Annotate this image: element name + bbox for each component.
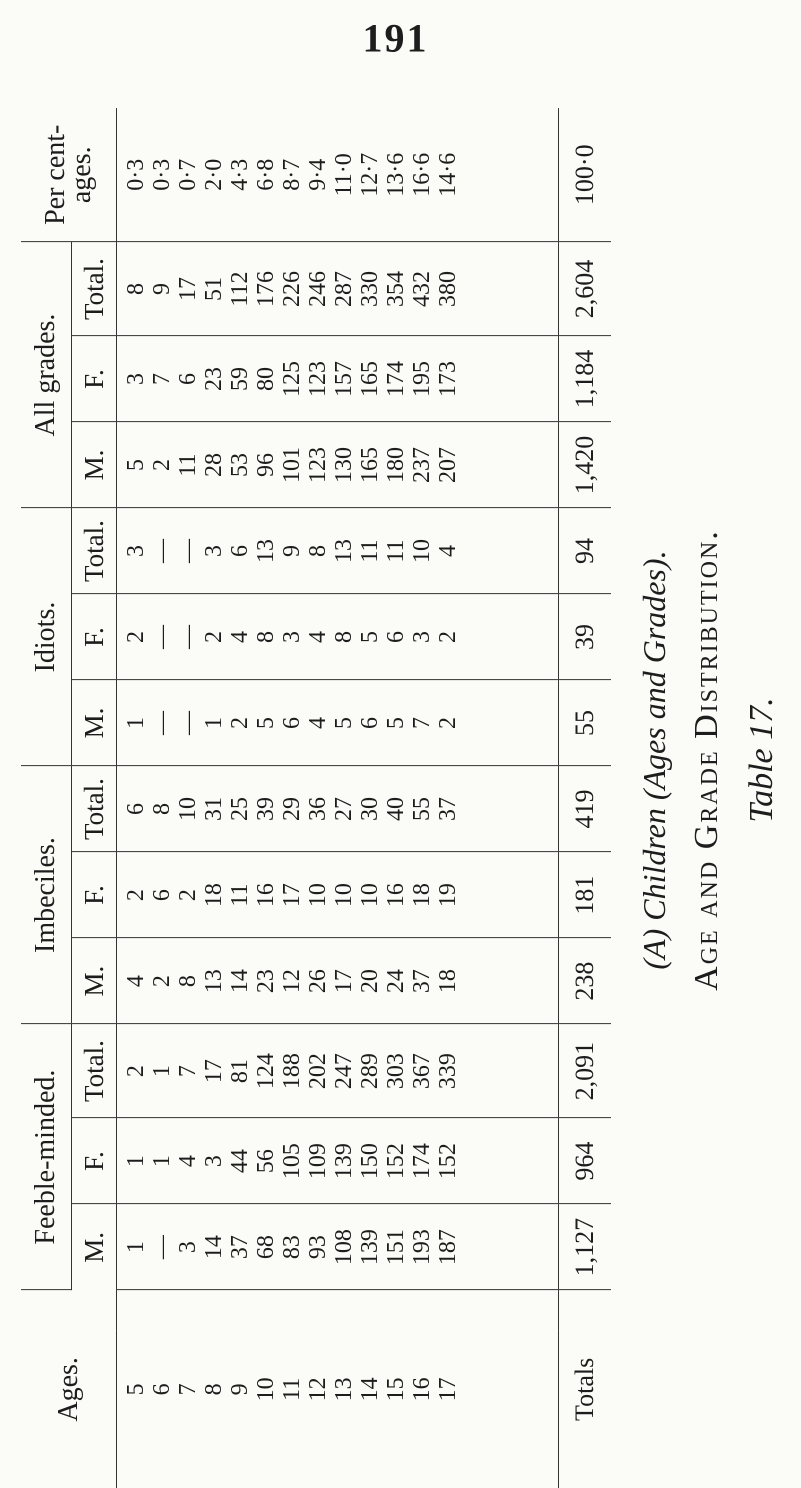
cell-id-m-5: 1 bbox=[123, 717, 149, 730]
cell-all-m-6: 2 bbox=[149, 459, 175, 472]
cell-id-t-10: 13 bbox=[253, 539, 279, 564]
id-m-values bbox=[117, 680, 559, 766]
cell-fm-t-12: 202 bbox=[305, 1053, 331, 1090]
cell-all-f-9: 59 bbox=[227, 367, 253, 392]
cell-id-t-6: — bbox=[149, 539, 175, 564]
cell-pct-14: 12·7 bbox=[357, 152, 383, 197]
cell-im-t-17: 37 bbox=[435, 797, 461, 822]
cell-pct-9: 4·3 bbox=[227, 158, 253, 191]
cell-pct-12: 9·4 bbox=[305, 158, 331, 191]
total-fm-total: 2,091 bbox=[559, 1024, 612, 1118]
totals-label: Totals bbox=[559, 1290, 612, 1488]
all-f-values bbox=[117, 336, 559, 422]
col-id-total: Total. bbox=[72, 508, 117, 594]
cell-im-m-8: 13 bbox=[201, 969, 227, 994]
cell-id-t-8: 3 bbox=[201, 545, 227, 558]
cell-age-16: 16 bbox=[409, 1377, 435, 1402]
cell-id-m-9: 2 bbox=[227, 717, 253, 730]
cell-age-13: 13 bbox=[331, 1377, 357, 1402]
cell-im-f-5: 2 bbox=[123, 889, 149, 902]
table-subtitle: (A) Children (Ages and Grades). bbox=[636, 550, 672, 970]
cell-id-f-5: 2 bbox=[123, 631, 149, 644]
cell-pct-7: 0·7 bbox=[175, 158, 201, 191]
cell-im-f-12: 10 bbox=[305, 883, 331, 908]
cell-fm-t-13: 247 bbox=[331, 1053, 357, 1090]
cell-im-f-8: 18 bbox=[201, 883, 227, 908]
cell-all-m-12: 123 bbox=[305, 447, 331, 484]
col-fm-total: Total. bbox=[72, 1024, 117, 1118]
cell-id-f-15: 6 bbox=[383, 631, 409, 644]
cell-age-17: 17 bbox=[435, 1377, 461, 1402]
col-im-total: Total. bbox=[72, 766, 117, 852]
group-all-grades: All grades. bbox=[21, 242, 72, 508]
group-imbeciles: Imbeciles. bbox=[21, 766, 72, 1024]
percentage-values bbox=[117, 108, 559, 242]
cell-fm-f-16: 174 bbox=[409, 1143, 435, 1180]
totals-row bbox=[559, 108, 612, 1488]
cell-im-f-15: 16 bbox=[383, 883, 409, 908]
cell-id-f-8: 2 bbox=[201, 631, 227, 644]
cell-all-t-12: 246 bbox=[305, 271, 331, 308]
cell-all-t-6: 9 bbox=[149, 283, 175, 296]
cell-pct-8: 2·0 bbox=[201, 158, 227, 191]
cell-all-f-10: 80 bbox=[253, 367, 279, 392]
cell-all-f-5: 3 bbox=[123, 373, 149, 386]
cell-pct-5: 0·3 bbox=[123, 158, 149, 191]
cell-im-m-10: 23 bbox=[253, 969, 279, 994]
cell-im-t-12: 36 bbox=[305, 797, 331, 822]
cell-pct-10: 6·8 bbox=[253, 158, 279, 191]
total-im-total: 419 bbox=[559, 766, 612, 852]
cell-fm-m-8: 14 bbox=[201, 1235, 227, 1260]
cell-im-f-16: 18 bbox=[409, 883, 435, 908]
cell-fm-t-17: 339 bbox=[435, 1053, 461, 1090]
cell-im-f-9: 11 bbox=[227, 883, 253, 907]
cell-im-m-14: 20 bbox=[357, 969, 383, 994]
cell-im-t-5: 6 bbox=[123, 803, 149, 816]
col-id-f: F. bbox=[72, 594, 117, 680]
cell-im-f-14: 10 bbox=[357, 883, 383, 908]
cell-fm-f-7: 4 bbox=[175, 1155, 201, 1168]
cell-age-14: 14 bbox=[357, 1377, 383, 1402]
cell-age-9: 9 bbox=[227, 1383, 253, 1396]
cell-im-m-9: 14 bbox=[227, 969, 253, 994]
cell-all-t-11: 226 bbox=[279, 271, 305, 308]
cell-fm-t-6: 1 bbox=[149, 1065, 175, 1078]
cell-id-t-13: 13 bbox=[331, 539, 357, 564]
cell-im-m-5: 4 bbox=[123, 975, 149, 988]
cell-id-t-16: 10 bbox=[409, 539, 435, 564]
data-body-row bbox=[117, 108, 559, 1488]
total-fm-f: 964 bbox=[559, 1118, 612, 1204]
cell-id-f-13: 8 bbox=[331, 631, 357, 644]
cell-fm-f-10: 56 bbox=[253, 1149, 279, 1174]
all-m-values bbox=[117, 422, 559, 508]
cell-im-f-17: 19 bbox=[435, 883, 461, 908]
cell-fm-f-5: 1 bbox=[123, 1155, 149, 1168]
cell-fm-f-9: 44 bbox=[227, 1149, 253, 1174]
total-id-f: 39 bbox=[559, 594, 612, 680]
cell-im-m-12: 26 bbox=[305, 969, 331, 994]
cell-im-t-10: 39 bbox=[253, 797, 279, 822]
col-fm-f: F. bbox=[72, 1118, 117, 1204]
col-all-total: Total. bbox=[72, 242, 117, 336]
cell-all-t-8: 51 bbox=[201, 277, 227, 302]
cell-all-f-7: 6 bbox=[175, 373, 201, 386]
cell-im-f-11: 17 bbox=[279, 883, 305, 908]
cell-im-t-6: 8 bbox=[149, 803, 175, 816]
cell-all-m-8: 28 bbox=[201, 453, 227, 478]
total-id-m: 55 bbox=[559, 680, 612, 766]
cell-fm-t-14: 289 bbox=[357, 1053, 383, 1090]
cell-id-t-14: 11 bbox=[357, 539, 383, 563]
cell-fm-m-12: 93 bbox=[305, 1235, 331, 1260]
cell-im-m-15: 24 bbox=[383, 969, 409, 994]
cell-id-m-17: 2 bbox=[435, 717, 461, 730]
cell-im-m-16: 37 bbox=[409, 969, 435, 994]
cell-age-15: 15 bbox=[383, 1377, 409, 1402]
cell-id-m-6: — bbox=[149, 711, 175, 736]
cell-im-t-14: 30 bbox=[357, 797, 383, 822]
page-number: 191 bbox=[362, 15, 429, 61]
cell-id-t-15: 11 bbox=[383, 539, 409, 563]
cell-id-f-16: 3 bbox=[409, 631, 435, 644]
cell-im-t-9: 25 bbox=[227, 797, 253, 822]
cell-fm-m-11: 83 bbox=[279, 1235, 305, 1260]
cell-all-f-15: 174 bbox=[383, 361, 409, 398]
col-all-f: F. bbox=[72, 336, 117, 422]
fm-m-values bbox=[117, 1204, 559, 1290]
fm-total-values bbox=[117, 1024, 559, 1118]
cell-im-t-8: 31 bbox=[201, 797, 227, 822]
cell-im-f-13: 10 bbox=[331, 883, 357, 908]
cell-all-m-5: 5 bbox=[123, 459, 149, 472]
cell-id-m-14: 6 bbox=[357, 717, 383, 730]
cell-age-6: 6 bbox=[149, 1383, 175, 1396]
cell-age-7: 7 bbox=[175, 1383, 201, 1396]
cell-all-m-16: 237 bbox=[409, 447, 435, 484]
total-fm-m: 1,127 bbox=[559, 1204, 612, 1290]
cell-im-t-11: 29 bbox=[279, 797, 305, 822]
cell-id-t-12: 8 bbox=[305, 545, 331, 558]
im-f-values bbox=[117, 852, 559, 938]
cell-fm-m-6: — bbox=[149, 1235, 175, 1260]
cell-age-12: 12 bbox=[305, 1377, 331, 1402]
cell-pct-6: 0·3 bbox=[149, 158, 175, 191]
cell-all-f-17: 173 bbox=[435, 361, 461, 398]
cell-im-m-11: 12 bbox=[279, 969, 305, 994]
cell-fm-m-16: 193 bbox=[409, 1229, 435, 1266]
cell-id-t-9: 6 bbox=[227, 545, 253, 558]
cell-fm-f-14: 150 bbox=[357, 1143, 383, 1180]
cell-fm-f-12: 109 bbox=[305, 1143, 331, 1180]
col-im-f: F. bbox=[72, 852, 117, 938]
table-title: Age and Grade Distribution. bbox=[688, 529, 725, 991]
cell-id-t-5: 3 bbox=[123, 545, 149, 558]
cell-all-f-8: 23 bbox=[201, 367, 227, 392]
cell-id-f-12: 4 bbox=[305, 631, 331, 644]
cell-fm-f-15: 152 bbox=[383, 1143, 409, 1180]
cell-pct-15: 13·6 bbox=[383, 152, 409, 197]
cell-im-t-13: 27 bbox=[331, 797, 357, 822]
cell-pct-11: 8·7 bbox=[279, 158, 305, 191]
distribution-table bbox=[21, 108, 611, 1488]
cell-fm-f-8: 3 bbox=[201, 1155, 227, 1168]
cell-id-m-8: 1 bbox=[201, 717, 227, 730]
total-im-f: 181 bbox=[559, 852, 612, 938]
cell-id-m-7: — bbox=[175, 711, 201, 736]
cell-id-m-10: 5 bbox=[253, 717, 279, 730]
cell-all-f-6: 7 bbox=[149, 373, 175, 386]
cell-id-f-17: 2 bbox=[435, 631, 461, 644]
cell-all-m-7: 11 bbox=[175, 453, 201, 477]
cell-all-m-15: 180 bbox=[383, 447, 409, 484]
total-all-total: 2,604 bbox=[559, 242, 612, 336]
sub-header-row bbox=[72, 108, 117, 1488]
cell-age-5: 5 bbox=[123, 1383, 149, 1396]
cell-pct-16: 16·6 bbox=[409, 152, 435, 197]
cell-fm-t-5: 2 bbox=[123, 1065, 149, 1078]
cell-im-m-13: 17 bbox=[331, 969, 357, 994]
cell-fm-t-16: 367 bbox=[409, 1053, 435, 1090]
all-total-values bbox=[117, 242, 559, 336]
group-header-row bbox=[21, 108, 72, 1488]
cell-fm-t-11: 188 bbox=[279, 1053, 305, 1090]
cell-all-t-10: 176 bbox=[253, 271, 279, 308]
cell-all-m-13: 130 bbox=[331, 447, 357, 484]
total-im-m: 238 bbox=[559, 938, 612, 1024]
cell-fm-f-6: 1 bbox=[149, 1155, 175, 1168]
age-values bbox=[117, 1290, 559, 1488]
group-idiots: Idiots. bbox=[21, 508, 72, 766]
cell-id-m-11: 6 bbox=[279, 717, 305, 730]
cell-id-f-7: — bbox=[175, 625, 201, 650]
cell-id-t-7: — bbox=[175, 539, 201, 564]
cell-id-t-17: 4 bbox=[435, 545, 461, 558]
cell-all-m-11: 101 bbox=[279, 447, 305, 484]
cell-all-f-13: 157 bbox=[331, 361, 357, 398]
cell-im-m-17: 18 bbox=[435, 969, 461, 994]
cell-fm-f-11: 105 bbox=[279, 1143, 305, 1180]
cell-id-f-14: 5 bbox=[357, 631, 383, 644]
cell-fm-t-10: 124 bbox=[253, 1053, 279, 1090]
cell-fm-m-7: 3 bbox=[175, 1241, 201, 1254]
cell-age-8: 8 bbox=[201, 1383, 227, 1396]
cell-all-f-16: 195 bbox=[409, 361, 435, 398]
cell-pct-17: 14·6 bbox=[435, 152, 461, 197]
cell-id-f-6: — bbox=[149, 625, 175, 650]
cell-im-m-6: 2 bbox=[149, 975, 175, 988]
cell-all-m-10: 96 bbox=[253, 453, 279, 478]
cell-all-f-11: 125 bbox=[279, 361, 305, 398]
cell-im-t-7: 10 bbox=[175, 797, 201, 822]
cell-im-f-7: 2 bbox=[175, 889, 201, 902]
cell-id-f-10: 8 bbox=[253, 631, 279, 644]
cell-fm-m-17: 187 bbox=[435, 1229, 461, 1266]
total-all-m: 1,420 bbox=[559, 422, 612, 508]
cell-id-m-12: 4 bbox=[305, 717, 331, 730]
total-all-f: 1,184 bbox=[559, 336, 612, 422]
cell-fm-m-10: 68 bbox=[253, 1235, 279, 1260]
cell-fm-m-15: 151 bbox=[383, 1229, 409, 1266]
cell-fm-t-15: 303 bbox=[383, 1053, 409, 1090]
cell-fm-t-7: 7 bbox=[175, 1065, 201, 1078]
cell-all-t-16: 432 bbox=[409, 271, 435, 308]
cell-all-t-7: 17 bbox=[175, 277, 201, 302]
total-id-total: 94 bbox=[559, 508, 612, 594]
im-m-values bbox=[117, 938, 559, 1024]
cell-fm-t-9: 81 bbox=[227, 1059, 253, 1084]
cell-im-t-16: 55 bbox=[409, 797, 435, 822]
cell-all-t-9: 112 bbox=[227, 271, 253, 307]
cell-all-m-17: 207 bbox=[435, 447, 461, 484]
cell-all-m-14: 165 bbox=[357, 447, 383, 484]
id-total-values bbox=[117, 508, 559, 594]
cell-all-f-14: 165 bbox=[357, 361, 383, 398]
total-percentage: 100·0 bbox=[559, 108, 612, 242]
col-im-m: M. bbox=[72, 938, 117, 1024]
cell-im-f-6: 6 bbox=[149, 889, 175, 902]
cell-all-t-17: 380 bbox=[435, 271, 461, 308]
cell-all-t-13: 287 bbox=[331, 271, 357, 308]
cell-im-t-15: 40 bbox=[383, 797, 409, 822]
cell-age-11: 11 bbox=[279, 1377, 305, 1401]
percentages-header: Per cent-ages. bbox=[21, 108, 117, 242]
cell-fm-m-13: 108 bbox=[331, 1229, 357, 1266]
table-label: Table 17. bbox=[743, 697, 780, 823]
cell-fm-m-5: 1 bbox=[123, 1241, 149, 1254]
col-fm-m: M. bbox=[72, 1204, 117, 1290]
cell-id-m-15: 5 bbox=[383, 717, 409, 730]
cell-all-f-12: 123 bbox=[305, 361, 331, 398]
cell-all-t-5: 8 bbox=[123, 283, 149, 296]
group-feeble-minded: Feeble-minded. bbox=[21, 1024, 72, 1290]
cell-id-f-9: 4 bbox=[227, 631, 253, 644]
cell-all-t-14: 330 bbox=[357, 271, 383, 308]
col-id-m: M. bbox=[72, 680, 117, 766]
cell-id-m-16: 7 bbox=[409, 717, 435, 730]
im-total-values bbox=[117, 766, 559, 852]
cell-age-10: 10 bbox=[253, 1377, 279, 1402]
cell-id-t-11: 9 bbox=[279, 545, 305, 558]
cell-fm-f-17: 152 bbox=[435, 1143, 461, 1180]
fm-f-values bbox=[117, 1118, 559, 1204]
col-all-m: M. bbox=[72, 422, 117, 508]
cell-all-m-9: 53 bbox=[227, 453, 253, 478]
cell-fm-f-13: 139 bbox=[331, 1143, 357, 1180]
cell-im-m-7: 8 bbox=[175, 975, 201, 988]
ages-header: Ages. bbox=[21, 1290, 117, 1488]
cell-all-t-15: 354 bbox=[383, 271, 409, 308]
cell-fm-t-8: 17 bbox=[201, 1059, 227, 1084]
id-f-values bbox=[117, 594, 559, 680]
cell-im-f-10: 16 bbox=[253, 883, 279, 908]
cell-fm-m-14: 139 bbox=[357, 1229, 383, 1266]
cell-id-f-11: 3 bbox=[279, 631, 305, 644]
cell-id-m-13: 5 bbox=[331, 717, 357, 730]
cell-pct-13: 11·0 bbox=[331, 153, 357, 197]
cell-fm-m-9: 37 bbox=[227, 1235, 253, 1260]
